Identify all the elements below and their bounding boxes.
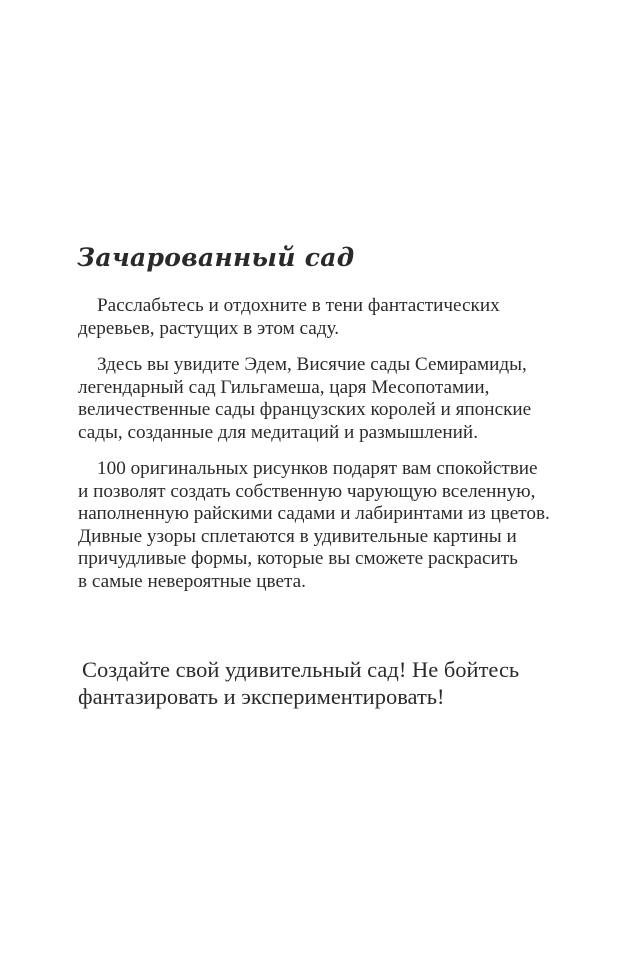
- text-line: сады, созданные для медитаций и размышлений.: [78, 421, 478, 443]
- text-line: наполненную райскими садами и лабиринтами из цветов.: [78, 503, 550, 524]
- text-line: 100 оригинальных рисунков подарят вам спокойствие: [97, 458, 538, 479]
- paragraph-relax: [78, 295, 568, 340]
- text-line: деревьев, растущих в этом саду.: [78, 317, 340, 339]
- text-line: Здесь вы увидите Эдем, Висячие сады Семирамиды,: [97, 354, 527, 375]
- text-line: Дивные узоры сплетаются в удивительные картины и: [78, 525, 517, 547]
- text-line: легендарный сад Гильгамеша, царя Месопотамии,: [78, 376, 490, 398]
- text-line: Создайте свой удивительный сад! Не бойтесь: [82, 657, 520, 682]
- text-line: в самые невероятные цвета.: [78, 570, 306, 592]
- text-line: и позволят создать собственную чарующую вселенную,: [78, 480, 536, 502]
- text-line: величественные сады французских королей и японские: [78, 399, 532, 420]
- page-title: Зачарованный сад: [77, 243, 355, 272]
- intro-text: [78, 295, 568, 607]
- paragraph-gardens: [78, 354, 568, 444]
- paragraph-drawings: [78, 458, 568, 593]
- text-line: причудливые формы, которые вы сможете раскрасить: [78, 548, 518, 569]
- closing-call-to-action: [78, 656, 568, 710]
- text-line: Расслабьтесь и отдохните в тени фантастических: [97, 295, 500, 316]
- text-line: фантазировать и экспериментировать!: [78, 684, 445, 709]
